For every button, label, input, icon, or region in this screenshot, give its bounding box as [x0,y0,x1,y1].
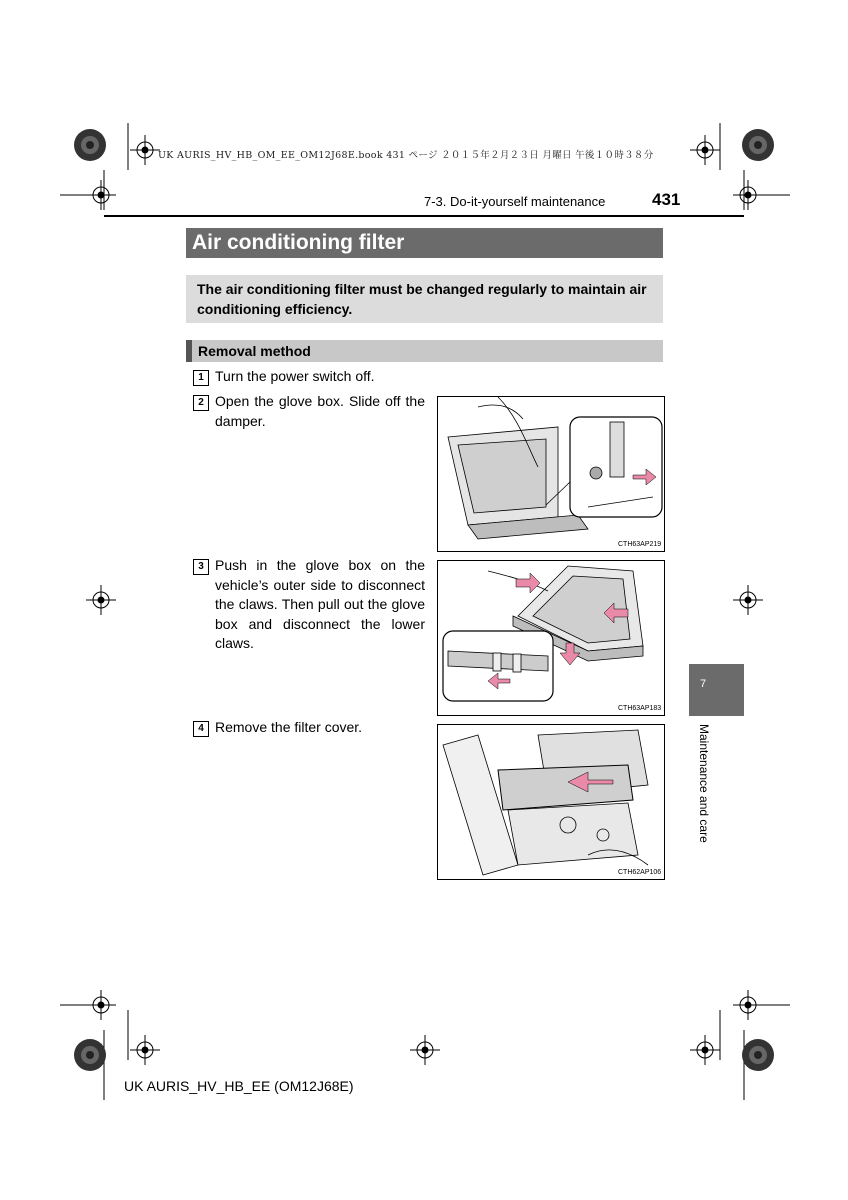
step-number-1: 1 [193,370,209,386]
section-header: 7-3. Do-it-yourself maintenance [424,194,606,209]
chapter-tab[interactable] [689,664,744,716]
glove-box-claws-illustration [438,561,664,715]
step-text-2: Open the glove box. Slide off the damper. [215,393,425,429]
page-number: 431 [652,190,681,209]
intro-text: The air conditioning filter must be changed regularly to maintain air conditioning efficiency. [197,281,647,317]
chapter-label: Maintenance and care [697,724,711,843]
figure-glove-box-damper [437,396,665,552]
title-bar [186,228,663,258]
figure-code-3: CTH62AP106 [618,869,662,876]
step-number-4: 4 [193,721,209,737]
figure-code-1: CTH63AP219 [618,541,662,548]
printer-slug: UK AURIS_HV_HB_OM_EE_OM12J68E.book 431 ページ ２０１５年２月２３日 月曜日 午後１０時３８分 [158,150,654,161]
step-number-2: 2 [193,395,209,411]
glove-box-damper-illustration [438,397,664,551]
intro-box [186,275,663,323]
step-number-3: 3 [193,559,209,575]
figure-glove-box-claws [437,560,665,716]
page-title: Air conditioning filter [192,231,405,254]
step-text-4: Remove the filter cover. [215,719,363,735]
chapter-number: 7 [700,678,707,690]
step-text-1: Turn the power switch off. [215,368,375,384]
header-rule [104,215,744,217]
figure-code-2: CTH63AP183 [618,705,662,712]
subheading-bar [186,340,663,362]
filter-cover-illustration [438,725,664,879]
footer-model-code: UK AURIS_HV_HB_EE (OM12J68E) [124,1078,354,1094]
subheading: Removal method [198,343,311,359]
step-text-3: Push in the glove box on the vehicle’s outer side to disconnect the claws. Then pull out the glove box and disconnect the lower claws. [215,557,425,651]
figure-filter-cover [437,724,665,880]
